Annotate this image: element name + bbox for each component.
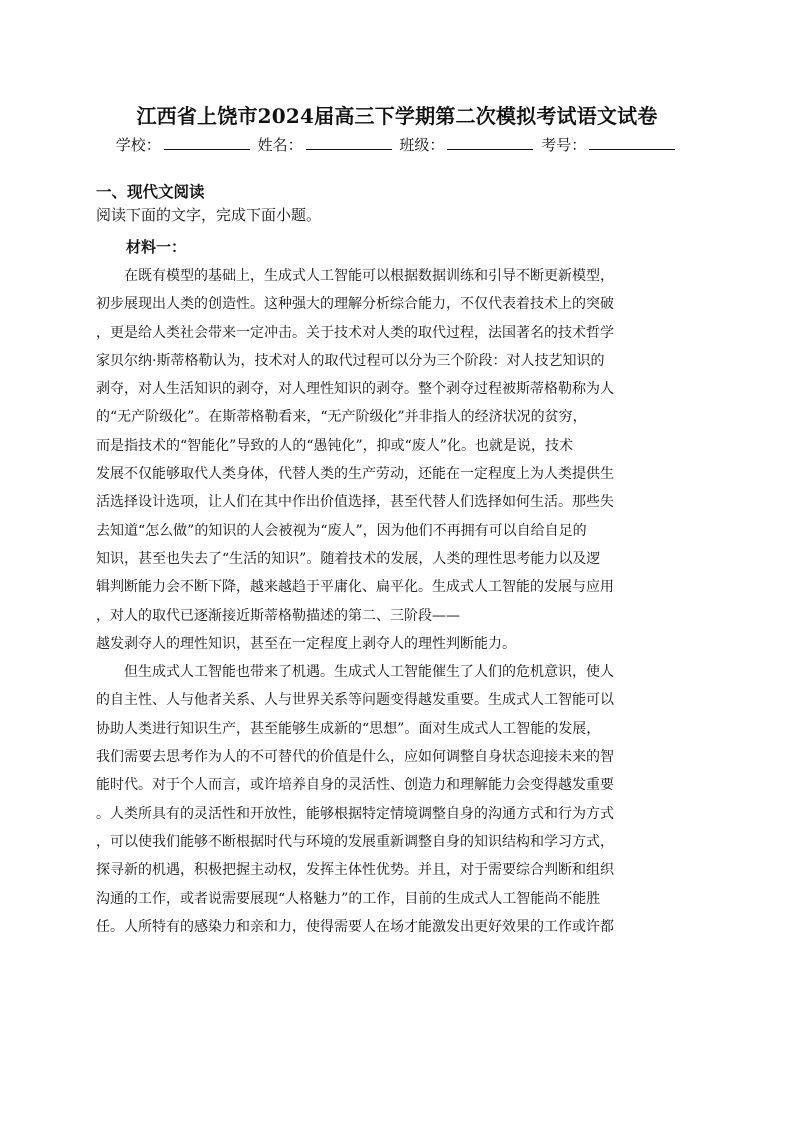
school-label: 学校： (115, 136, 161, 154)
passage-line: 探寻新的机遇，积极把握主动权，发挥主体性优势。并且，对于需要综合判断和组织 (96, 862, 614, 879)
passage-line: 的“无产阶级化”。在斯蒂格勒看来，“无产阶级化”并非指人的经济状况的贫穷， (96, 409, 587, 426)
exam-number-label: 考号： (541, 136, 587, 154)
passage-line: 协助人类进行知识生产，甚至能够生成新的“思想”。面对生成式人工智能的发展， (96, 720, 601, 737)
section-heading: 一、现代文阅读 (96, 183, 205, 201)
exam-title: 江西省上饶市2024届高三下学期第二次模拟考试语文试卷 (136, 104, 658, 128)
passage-line: 知识，甚至也失去了“生活的知识”。随着技术的发展，人类的理性思考能力以及逻 (96, 550, 601, 567)
passage-line: 初步展现出人类的创造性。这种强大的理解分析综合能力，不仅代表着技术上的突破 (96, 296, 614, 313)
passage-line: 能时代。对于个人而言，或许培养自身的灵活性、创造力和理解能力会变得越发重要 (96, 777, 614, 794)
passage-line: ，可以使我们能够不断根据时代与环境的发展重新调整自身的知识结构和学习方式， (96, 833, 614, 850)
passage-body (96, 262, 696, 941)
class-label: 班级： (399, 136, 445, 154)
passage-line: 但生成式人工智能也带来了机遇。生成式人工智能催生了人们的危机意识，使人 (96, 664, 614, 681)
school-blank[interactable] (164, 135, 250, 150)
passage-line: 沟通的工作，或者说需要展现“人格魅力”的工作，目前的生成式人工智能尚不能胜 (96, 890, 601, 907)
passage-line: 的自主性、人与他者关系、人与世界关系等问题变得越发重要。生成式人工智能可以 (96, 692, 614, 709)
passage-line: 家贝尔纳·斯蒂格勒认为，技术对人的取代过程可以分为三个阶段：对人技艺知识的 (96, 352, 605, 369)
student-info-row (0, 134, 794, 155)
name-blank[interactable] (306, 135, 392, 150)
passage-line: ，对人的取代已逐渐接近斯蒂格勒描述的第二、三阶段—— (96, 607, 460, 624)
passage-line: 越发剥夺人的理性知识，甚至在一定程度上剥夺人的理性判断能力。 (96, 635, 516, 652)
exam-number-blank[interactable] (589, 135, 675, 150)
instruction-text: 阅读下面的文字，完成下面小题。 (96, 206, 322, 224)
passage-line: 活选择设计选项，让人们在其中作出价值选择，甚至代替人们选择如何生活。那些失 (96, 494, 614, 511)
material-label: 材料一： (126, 238, 187, 256)
passage-line: 任。人所特有的感染力和亲和力，使得需要人在场才能激发出更好效果的工作或许都 (96, 918, 614, 935)
class-blank[interactable] (447, 135, 533, 150)
passage-line: 辑判断能力会不断下降，越来越趋于平庸化、扁平化。生成式人工智能的发展与应用 (96, 579, 614, 596)
passage-line: 发展不仅能够取代人类身体，代替人类的生产劳动，还能在一定程度上为人类提供生 (96, 466, 614, 483)
passage-line: 去知道“怎么做”的知识的人会被视为“废人”，因为他们不再拥有可以自给自足的 (96, 522, 587, 539)
passage-line: 而是指技术的“智能化”导致的人的“愚钝化”，抑或“废人”化。也就是说，技术 (96, 437, 573, 454)
passage-line: 在既有模型的基础上，生成式人工智能可以根据数据训练和引导不断更新模型， (96, 268, 614, 284)
passage-line: 剥夺，对人生活知识的剥夺，对人理性知识的剥夺。整个剥夺过程被斯蒂格勒称为人 (96, 381, 614, 398)
name-label: 姓名： (257, 136, 303, 154)
passage-line: ，更是给人类社会带来一定冲击。关于技术对人类的取代过程，法国著名的技术哲学 (96, 324, 614, 341)
passage-line: 。人类所具有的灵活性和开放性，能够根据特定情境调整自身的沟通方式和行为方式 (96, 805, 614, 822)
passage-line: 我们需要去思考作为人的不可替代的价值是什么，应如何调整自身状态迎接未来的智 (96, 749, 614, 766)
